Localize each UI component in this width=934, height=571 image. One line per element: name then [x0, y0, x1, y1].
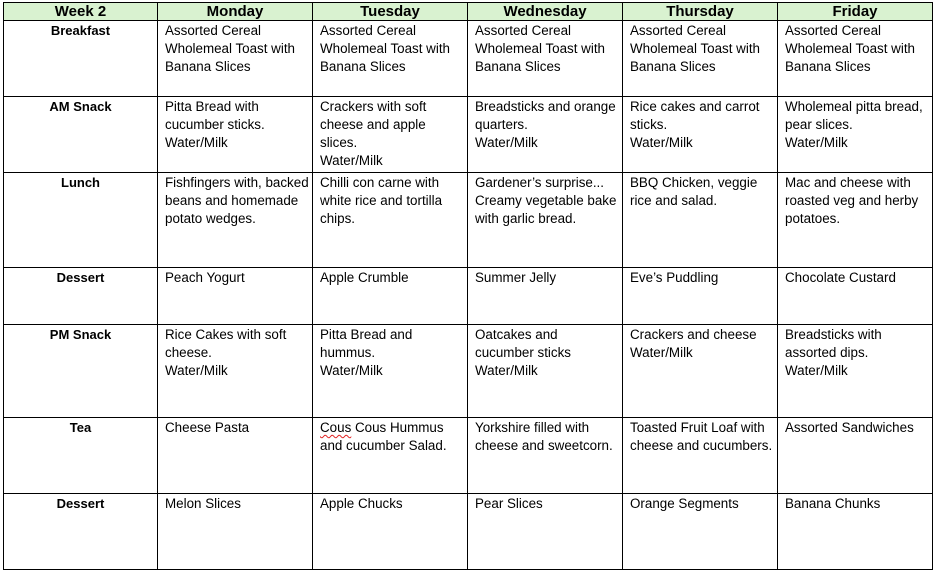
menu-item-text: Rice cakes and carrot sticks. — [630, 99, 760, 132]
menu-cell — [313, 325, 468, 418]
table-row — [4, 21, 933, 97]
meal-label: Breakfast — [4, 21, 158, 97]
menu-cell — [623, 21, 778, 97]
menu-item-text: Breadsticks with assorted dips. — [785, 327, 882, 360]
menu-cell — [313, 494, 468, 570]
menu-item-text: Pitta Bread with cucumber sticks. — [165, 99, 265, 132]
menu-item-text: Gardener’s surprise... Creamy vegetable bake with garlic bread. — [475, 175, 617, 226]
menu-item-text: Assorted Cereal Wholemeal Toast with Banana Slices — [320, 23, 450, 74]
menu-item-text: Orange Segments — [630, 496, 739, 511]
menu-item-text: Mac and cheese with roasted veg and herby potatoes. — [785, 175, 919, 226]
menu-cell — [313, 97, 468, 173]
menu-item-text: Eve’s Puddling — [630, 270, 719, 285]
week-label: Week 2 — [4, 3, 158, 21]
menu-cell — [158, 173, 313, 268]
menu-item-text: Assorted Sandwiches — [785, 420, 914, 435]
meal-label: AM Snack — [4, 97, 158, 173]
menu-cell — [158, 325, 313, 418]
meal-label: Lunch — [4, 173, 158, 268]
menu-cell — [778, 21, 933, 97]
menu-cell — [158, 494, 313, 570]
menu-cell — [623, 97, 778, 173]
menu-cell — [623, 268, 778, 325]
menu-item-text: Crackers with soft cheese and apple slices. — [320, 99, 427, 150]
menu-cell — [313, 21, 468, 97]
menu-cell — [158, 21, 313, 97]
drink-text: Water/Milk — [785, 363, 848, 378]
menu-cell — [158, 418, 313, 494]
menu-cell — [778, 418, 933, 494]
table-row — [4, 325, 933, 418]
drink-text: Water/Milk — [630, 135, 693, 150]
header-row — [4, 3, 933, 21]
menu-item-text: Apple Chucks — [320, 496, 403, 511]
menu-item-text: Wholemeal pitta bread, pear slices. — [785, 99, 923, 132]
drink-text: Water/Milk — [320, 363, 383, 378]
menu-item-text: Pitta Bread and hummus. — [320, 327, 413, 360]
menu-cell — [468, 97, 623, 173]
menu-cell — [778, 494, 933, 570]
drink-text: Water/Milk — [320, 153, 383, 168]
menu-cell — [623, 173, 778, 268]
day-header-thursday: Thursday — [623, 3, 778, 21]
menu-item-text: Assorted Cereal Wholemeal Toast with Banana Slices — [165, 23, 295, 74]
menu-item-text: Toasted Fruit Loaf with cheese and cucumbers. — [630, 420, 773, 453]
menu-cell — [158, 268, 313, 325]
meal-label: Dessert — [4, 494, 158, 570]
menu-cell — [313, 268, 468, 325]
menu-item-text: Fishfingers with, backed beans and homemade potato wedges. — [165, 175, 309, 226]
menu-item-text: Crackers and cheese — [630, 327, 757, 342]
meal-label: Tea — [4, 418, 158, 494]
menu-item-text: Rice Cakes with soft cheese. — [165, 327, 287, 360]
day-header-monday: Monday — [158, 3, 313, 21]
menu-cell — [778, 268, 933, 325]
menu-item-text: Summer Jelly — [475, 270, 557, 285]
meal-label: PM Snack — [4, 325, 158, 418]
menu-cell — [313, 173, 468, 268]
menu-item-text: Banana Chunks — [785, 496, 881, 511]
table-row — [4, 494, 933, 570]
menu-cell — [778, 325, 933, 418]
menu-cell — [158, 97, 313, 173]
day-header-tuesday: Tuesday — [313, 3, 468, 21]
menu-cell — [623, 418, 778, 494]
menu-item-text: Apple Crumble — [320, 270, 409, 285]
day-header-wednesday: Wednesday — [468, 3, 623, 21]
menu-item-text: Assorted Cereal Wholemeal Toast with Banana Slices — [630, 23, 760, 74]
menu-item-text: Assorted Cereal Wholemeal Toast with Banana Slices — [475, 23, 605, 74]
menu-cell — [468, 418, 623, 494]
menu-cell — [313, 418, 468, 494]
menu-item-text: Breadsticks and orange quarters. — [475, 99, 616, 132]
drink-text: Water/Milk — [475, 135, 538, 150]
menu-item-text: Melon Slices — [165, 496, 241, 511]
menu-cell — [468, 173, 623, 268]
menu-item-text: Oatcakes and cucumber sticks — [475, 327, 571, 360]
drink-text: Water/Milk — [165, 135, 228, 150]
menu-item-text: Cous Cous Hummus and cucumber Salad. — [320, 420, 447, 453]
menu-cell — [468, 268, 623, 325]
menu-item-text: BBQ Chicken, veggie rice and salad. — [630, 175, 758, 208]
table-row — [4, 268, 933, 325]
weekly-menu-table — [3, 2, 933, 570]
meal-label: Dessert — [4, 268, 158, 325]
drink-text: Water/Milk — [630, 345, 693, 360]
menu-item-text: Pear Slices — [475, 496, 543, 511]
menu-cell — [778, 97, 933, 173]
menu-cell — [623, 325, 778, 418]
drink-text: Water/Milk — [785, 135, 848, 150]
table-row — [4, 97, 933, 173]
menu-cell — [468, 325, 623, 418]
menu-item-text: Cheese Pasta — [165, 420, 250, 435]
menu-cell — [468, 494, 623, 570]
menu-item-text: Chilli con carne with white rice and tortilla chips. — [320, 175, 443, 226]
menu-item-text: Yorkshire filled with cheese and sweetcorn. — [475, 420, 613, 453]
day-header-friday: Friday — [778, 3, 933, 21]
menu-cell — [778, 173, 933, 268]
table-row — [4, 173, 933, 268]
menu-cell — [468, 21, 623, 97]
menu-cell — [623, 494, 778, 570]
menu-item-text: Peach Yogurt — [165, 270, 245, 285]
menu-item-text: Assorted Cereal Wholemeal Toast with Banana Slices — [785, 23, 915, 74]
menu-item-text: Chocolate Custard — [785, 270, 896, 285]
table-row — [4, 418, 933, 494]
drink-text: Water/Milk — [475, 363, 538, 378]
drink-text: Water/Milk — [165, 363, 228, 378]
